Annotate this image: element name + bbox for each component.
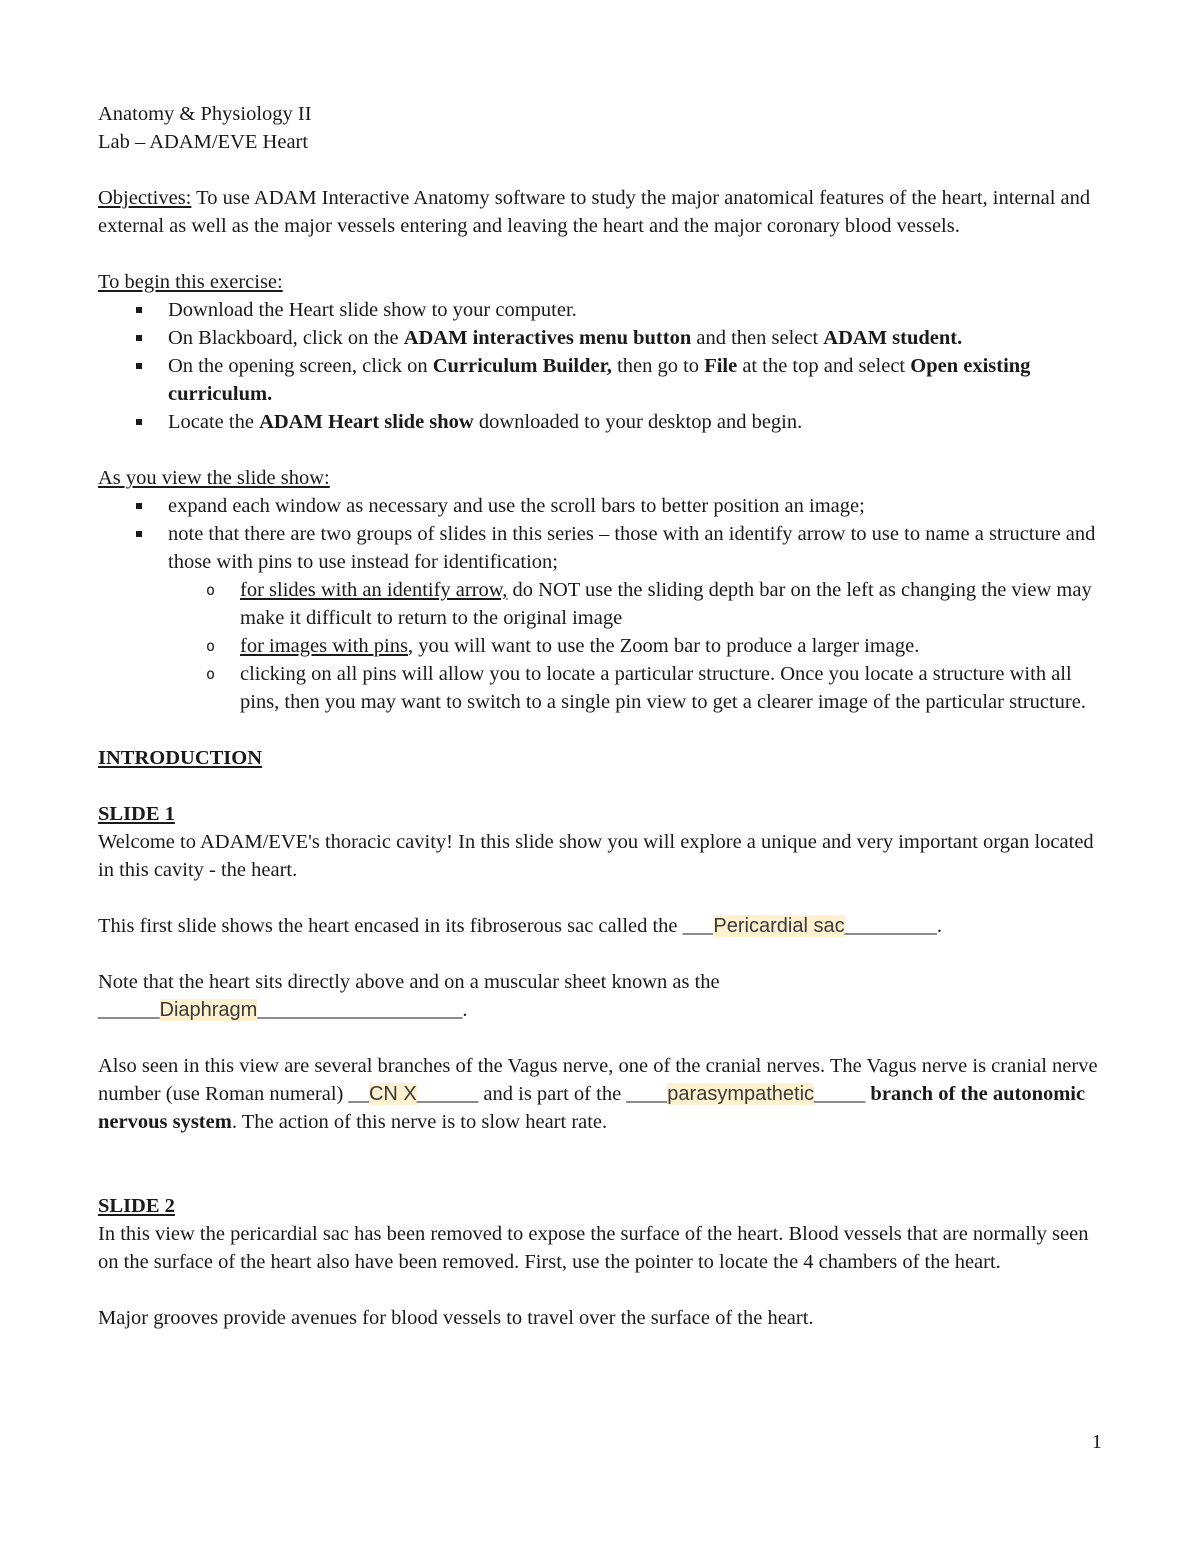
sublist-item: o clicking on all pins will allow you to locate a particular structure. Once you locate a structure with all pins, then you may want to switch to a single pin view to get a clearer image of the particular structure. [240, 660, 1108, 716]
list-item: note that there are two groups of slides in this series – those with an identify arrow to use to name a structure and those with pins to use instead for identification; o for slides with an identify arrow, do NOT use the sliding depth bar on the left as changing the view may make it difficult to return to the original image o for images with pins, you will want to use the Zoom bar to produce a larger image. o clicking on all pins will allow you to locate a particular structure. Once you locate a structure with all pins, then you may want to switch to a single pin view to get a clearer image of the particular structure. [168, 520, 1108, 716]
answer-diaphragm: Diaphragm [159, 999, 258, 1021]
view-list [98, 492, 1108, 716]
slide2-paragraph-2: Major grooves provide avenues for blood vessels to travel over the surface of the heart. [98, 1307, 814, 1329]
introduction-heading: INTRODUCTION [98, 747, 263, 769]
objectives-label: Objectives: [98, 187, 192, 209]
sublist-item: o for slides with an identify arrow, do NOT use the sliding depth bar on the left as changing the view may make it difficult to return to the original image [240, 576, 1108, 632]
slide1-paragraph-3: Note that the heart sits directly above and on a muscular sheet known as the ______Diaphragm____________________. [98, 971, 720, 1021]
view-sublist [168, 576, 1108, 716]
list-item: On Blackboard, click on the ADAM interactives menu button and then select ADAM student. [168, 324, 1108, 352]
answer-cn-x: CN X [368, 1083, 417, 1105]
slide2-heading: SLIDE 2 [98, 1195, 175, 1217]
slide1-paragraph-2: This first slide shows the heart encased in its fibroserous sac called the ___Pericardial sac_________. [98, 915, 942, 937]
slide2-paragraph-1: In this view the pericardial sac has been removed to expose the surface of the heart. Blood vessels that are normally seen on the surface of the heart also have been removed. First, use the pointer to locate the 4 chambers of the heart. [98, 1223, 1089, 1273]
slide1-paragraph-1: Welcome to ADAM/EVE's thoracic cavity! In this slide show you will explore a unique and very important organ located in this cavity - the heart. [98, 831, 1094, 881]
page-number: 1 [1091, 1431, 1102, 1453]
objectives-paragraph [98, 184, 1108, 240]
answer-parasympathetic: parasympathetic [667, 1083, 815, 1105]
objectives-text: To use ADAM Interactive Anatomy software to study the major anatomical features of the heart, internal and external as well as the major vessels entering and leaving the heart and the major coronary blood vessels. [98, 187, 1091, 237]
document-page [98, 100, 1108, 1332]
course-title: Anatomy & Physiology II [98, 103, 312, 125]
list-item: Locate the ADAM Heart slide show downloaded to your desktop and begin. [168, 408, 1108, 436]
slide1-paragraph-4: Also seen in this view are several branches of the Vagus nerve, one of the cranial nerves. The Vagus nerve is cranial nerve number (use Roman numeral) __CN X______ and is part of the ____parasympathetic_____ branch of the autonomic nervous system. The action of this nerve is to slow heart rate. [98, 1055, 1098, 1133]
list-item: Download the Heart slide show to your computer. [168, 296, 1108, 324]
answer-pericardial-sac: Pericardial sac [713, 915, 845, 937]
begin-heading: To begin this exercise: [98, 271, 283, 293]
sublist-item: o for images with pins, you will want to use the Zoom bar to produce a larger image. [240, 632, 1108, 660]
view-heading: As you view the slide show: [98, 467, 330, 489]
list-item: expand each window as necessary and use the scroll bars to better position an image; [168, 492, 1108, 520]
list-item: On the opening screen, click on Curriculum Builder, then go to File at the top and select Open existing curriculum. [168, 352, 1108, 408]
slide1-heading: SLIDE 1 [98, 803, 175, 825]
lab-title: Lab – ADAM/EVE Heart [98, 131, 309, 153]
begin-list [98, 296, 1108, 436]
